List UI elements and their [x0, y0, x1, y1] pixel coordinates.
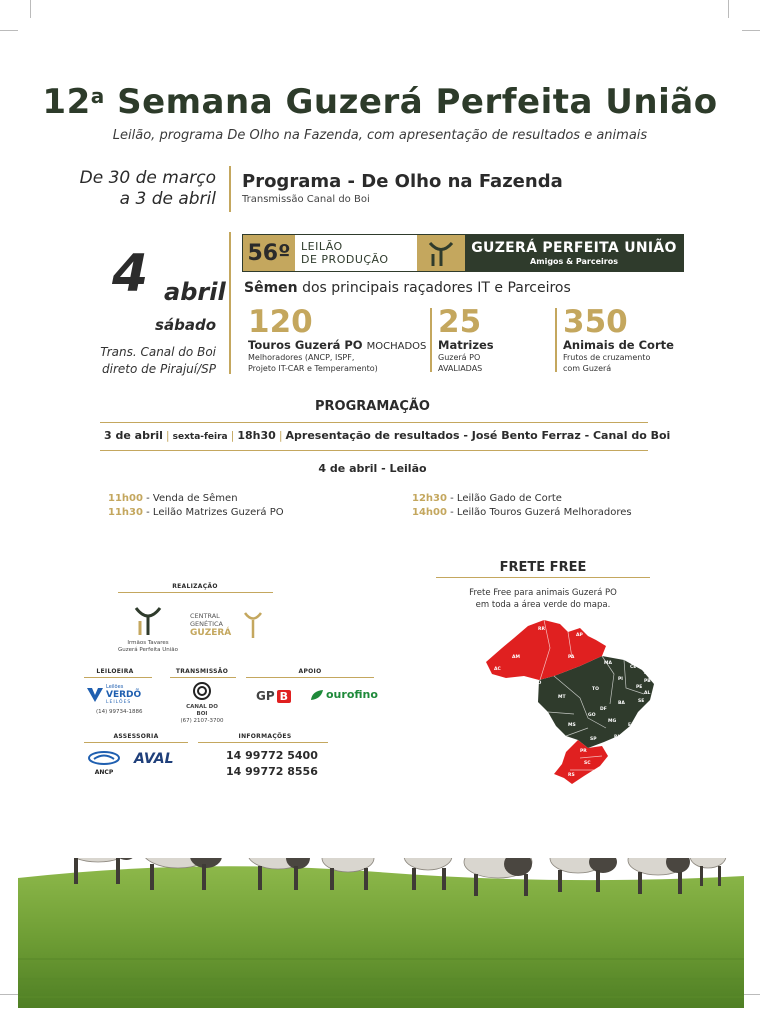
- crop-mark-top-left: [30, 0, 31, 18]
- it-logo-icon: [417, 235, 465, 271]
- map-label-mt: MT: [558, 695, 566, 700]
- auction-day-month: abril: [164, 278, 226, 306]
- program-title: Programa - De Olho na Fazenda: [242, 171, 563, 192]
- program-subtitle: Transmissão Canal do Boi: [242, 194, 370, 205]
- map-label-ma: MA: [604, 661, 612, 666]
- stat-corte: [563, 306, 683, 374]
- stat-matrizes-title: Matrizes: [438, 338, 494, 352]
- map-label-ce: CE: [630, 665, 637, 670]
- map-label-mg: MG: [608, 719, 617, 724]
- page-subtitle: Leilão, programa De Olho na Fazenda, com apresentação de resultados e animais: [112, 128, 648, 143]
- auction-day-number: 4: [112, 244, 149, 304]
- map-label-rn: RN: [644, 671, 652, 676]
- map-label-ba: BA: [618, 701, 625, 706]
- cattle-field-photo: [18, 858, 744, 1008]
- canal-do-boi-icon: [192, 682, 212, 700]
- stat-corte-desc: Frutos de cruzamento com Guzerá: [563, 353, 651, 373]
- day2-heading: 4 de abril - Leilão: [318, 462, 427, 475]
- auction-transmission: Trans. Canal do Boi direto de Pirajuí/SP: [100, 345, 216, 376]
- stat-touros-desc: Melhoradores (ANCP, ISPF, Projeto IT-CAR e Temperamento): [248, 353, 378, 373]
- transmissao-underline: [170, 677, 236, 678]
- apoio-underline: [246, 677, 374, 678]
- realizacao-underline: [118, 592, 273, 593]
- logo-gpb: GP B: [256, 689, 291, 703]
- divider-auction: [229, 232, 231, 374]
- slot-leilao-corte: 12h30 - Leilão Gado de Corte: [412, 493, 562, 504]
- logo-central-genetica-guzera: CENTRAL GENÉTICA GUZERÁ: [188, 610, 268, 644]
- map-label-es: ES: [628, 723, 635, 728]
- realizacao-label: REALIZAÇÃO: [172, 583, 218, 590]
- logo-ancp: ANCP: [86, 750, 122, 776]
- logo-aval: AVAL: [134, 751, 174, 767]
- map-label-go: GO: [588, 713, 596, 718]
- logo-ourofino: ourofino: [310, 688, 378, 701]
- program-dates: De 30 de março a 3 de abril: [79, 168, 216, 209]
- ancp-logo-icon: [88, 751, 120, 765]
- logo-leiloes-verdo: Leilões VERDÕ LEILÕES (14) 99734-1886: [86, 683, 154, 716]
- map-label-pa: PA: [568, 655, 575, 660]
- divider-stat-1: [430, 308, 432, 372]
- it-logo-icon: [128, 604, 168, 636]
- apoio-label: APOIO: [298, 668, 322, 675]
- map-label-ap: AP: [576, 633, 583, 638]
- map-label-al: AL: [644, 691, 651, 696]
- map-label-rr: RR: [538, 627, 545, 632]
- frete-underline: [436, 577, 650, 578]
- map-label-sp: SP: [590, 737, 597, 742]
- map-label-rs: RS: [568, 773, 575, 778]
- assessoria-label: ASSESSORIA: [113, 733, 159, 740]
- map-label-pr: PR: [580, 749, 587, 754]
- brazil-map: [484, 618, 656, 786]
- slot-leilao-matrizes: 11h30 - Leilão Matrizes Guzerá PO: [108, 507, 284, 518]
- map-label-ms: MS: [568, 723, 576, 728]
- auction-banner: [242, 234, 684, 272]
- map-label-rj: RJ: [614, 735, 620, 740]
- map-label-pb: PB: [644, 679, 651, 684]
- banner-leilao-label: LEILÃO DE PRODUÇÃO: [295, 235, 417, 271]
- leiloeira-underline: [84, 677, 152, 678]
- assessoria-underline: [84, 742, 188, 743]
- page-title: 12$^a$ Semana Guzerá Perfeita União: [42, 82, 718, 122]
- banner-name: GUZERÁ PERFEITA UNIÃO Amigos & Parceiros: [465, 235, 683, 271]
- phone-1: 14 99772 5400: [226, 749, 318, 762]
- leiloeira-label: LEILOEIRA: [96, 668, 134, 675]
- map-label-pi: PI: [618, 677, 623, 682]
- slot-venda-semen: 11h00 - Venda de Sêmen: [108, 493, 238, 504]
- programacao-line-bottom: [100, 450, 648, 451]
- map-label-se: SE: [638, 699, 645, 704]
- map-label-sc: SC: [584, 761, 591, 766]
- stat-touros-title: Touros Guzerá PO MOCHADOS: [248, 338, 427, 352]
- logo-canal-do-boi: CANAL DO BOI (67) 2107-3700: [180, 682, 224, 725]
- logo-irmaos-tavares: Irmãos Tavares Guzerá Perfeita União: [110, 604, 186, 654]
- stat-matrizes-number: 25: [438, 304, 482, 340]
- informacoes-underline: [198, 742, 328, 743]
- stat-corte-title: Animais de Corte: [563, 338, 674, 352]
- auction-weekday: sábado: [155, 316, 216, 334]
- verdo-v-icon: [86, 687, 104, 703]
- stat-matrizes-desc: Guzerá PO AVALIADAS: [438, 353, 483, 373]
- frete-free-desc: Frete Free para animais Guzerá PO em toda a área verde do mapa.: [469, 588, 617, 610]
- slot-leilao-touros: 14h00 - Leilão Touros Guzerá Melhoradores: [412, 507, 632, 518]
- stat-touros: [248, 306, 428, 374]
- map-label-to: TO: [592, 687, 599, 692]
- stat-corte-number: 350: [563, 304, 628, 340]
- map-label-ro: RO: [534, 681, 542, 686]
- map-region-south: [554, 740, 608, 784]
- frete-free-title: FRETE FREE: [499, 560, 587, 575]
- map-label-am: AM: [512, 655, 520, 660]
- ourofino-leaf-icon: [310, 689, 324, 701]
- divider-program: [229, 166, 231, 212]
- crop-mark-top-left-h: [0, 30, 18, 31]
- crop-mark-bottom-right: [742, 994, 760, 995]
- crop-mark-top-right-h: [742, 30, 760, 31]
- transmissao-label: TRANSMISSÃO: [175, 668, 229, 675]
- map-label-df: DF: [600, 707, 607, 712]
- banner-edition-number: 56º: [243, 235, 295, 271]
- schedule-row-3-abril: 3 de abril | sexta-feira | 18h30 | Apresentação de resultados - José Bento Ferraz - Canal do Boi: [104, 429, 671, 442]
- map-label-pe: PE: [636, 685, 643, 690]
- semen-line: Sêmen dos principais raçadores IT e Parceiros: [244, 280, 571, 296]
- crop-mark-bottom-left: [0, 994, 18, 995]
- divider-stat-2: [555, 308, 557, 372]
- stat-touros-number: 120: [248, 304, 313, 340]
- stat-matrizes: [438, 306, 548, 374]
- crop-mark-top-right: [728, 0, 729, 18]
- map-label-ac: AC: [494, 667, 501, 672]
- programacao-heading: PROGRAMAÇÃO: [315, 399, 430, 414]
- programacao-line-top: [100, 422, 648, 423]
- informacoes-label: INFORMAÇÕES: [238, 733, 292, 740]
- phone-2: 14 99772 8556: [226, 765, 318, 778]
- gold-y-icon: [242, 610, 264, 640]
